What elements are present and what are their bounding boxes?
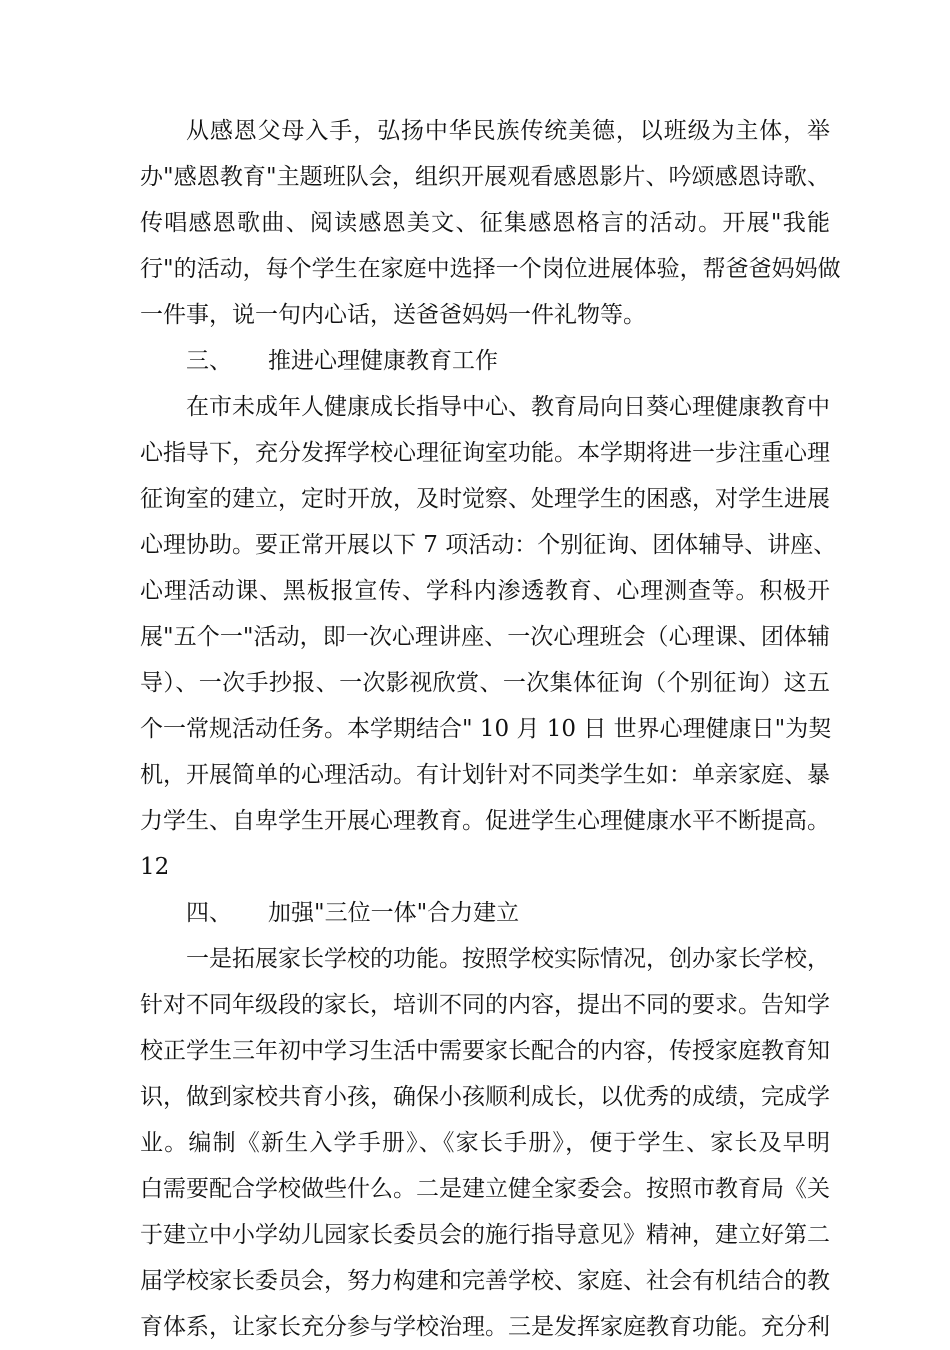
text-line bbox=[140, 936, 830, 982]
text-line bbox=[140, 1120, 830, 1166]
text-line bbox=[140, 1074, 830, 1120]
body-paragraph bbox=[140, 384, 837, 890]
text-line bbox=[140, 752, 830, 798]
text-line-content: 一件事，说一句内心话，送爸爸妈妈一件礼物等。 bbox=[140, 302, 646, 328]
text-line-content: 一是拓展家长学校的功能。按照学校实际情况，创办家长学校， bbox=[186, 946, 830, 972]
text-line-content: 心指导下，充分发挥学校心理征询室功能。本学期将进一步注重心理 bbox=[140, 440, 830, 466]
text-line-content: 在市未成年人健康成长指导中心、教育局向日葵心理健康教育中 bbox=[186, 394, 830, 420]
text-line-content: 针对不同年级段的家长，培训不同的内容，提出不同的要求。告知学 bbox=[140, 992, 830, 1018]
section-number: 四、 bbox=[186, 900, 232, 926]
text-line-content: 白需要配合学校做些什么。二是建立健全家委会。按照市教育局《关 bbox=[140, 1176, 830, 1202]
section-number: 三、 bbox=[186, 348, 232, 374]
text-line-content: 12 bbox=[140, 854, 170, 880]
text-line bbox=[140, 522, 837, 568]
text-line bbox=[140, 476, 830, 522]
section-title: 加强"三位一体"合力建立 bbox=[268, 900, 520, 926]
text-line bbox=[140, 1166, 830, 1212]
text-line-content: 行"的活动，每个学生在家庭中选择一个岗位进展体验，帮爸爸妈妈做 bbox=[140, 256, 841, 282]
text-line-content: 业。编制《新生入学手册》、《家长手册》，便于学生、家长及早明 bbox=[140, 1130, 830, 1156]
text-line-content: 于建立中小学幼儿园家长委员会的施行指导意见》精神，建立好第二 bbox=[140, 1222, 830, 1248]
text-line bbox=[140, 246, 841, 292]
text-line bbox=[140, 798, 830, 844]
text-line bbox=[140, 154, 830, 200]
text-line bbox=[140, 982, 830, 1028]
section-title: 推进心理健康教育工作 bbox=[268, 348, 498, 374]
text-line bbox=[140, 200, 830, 246]
text-line-content: 心理活动课、黑板报宣传、学科内渗透教育、心理测查等。积极开 bbox=[140, 578, 830, 604]
text-line-content: 心理协助。要正常开展以下 7 项活动：个别征询、团体辅导、讲座、 bbox=[140, 532, 837, 558]
text-line bbox=[140, 1028, 830, 1074]
text-line-content: 届学校家长委员会，努力构建和完善学校、家庭、社会有机结合的教 bbox=[140, 1268, 830, 1294]
section-heading bbox=[140, 338, 830, 384]
text-line bbox=[140, 1258, 830, 1304]
text-line-content: 育体系，让家长充分参与学校治理。三是发挥家庭教育功能。充分利 bbox=[140, 1314, 830, 1340]
text-line bbox=[140, 292, 830, 338]
body-paragraph bbox=[140, 936, 830, 1350]
text-line-content: 校正学生三年初中学习生活中需要家长配合的内容，传授家庭教育知 bbox=[140, 1038, 830, 1064]
text-line bbox=[140, 384, 830, 430]
text-line bbox=[140, 844, 830, 890]
text-line-content: 识，做到家校共育小孩，确保小孩顺利成长，以优秀的成绩，完成学 bbox=[140, 1084, 830, 1110]
text-line-content: 传唱感恩歌曲、阅读感恩美文、征集感恩格言的活动。开展"我能 bbox=[140, 210, 830, 236]
text-line-content: 从感恩父母入手，弘扬中华民族传统美德，以班级为主体，举 bbox=[186, 118, 830, 144]
text-line-content: 办"感恩教育"主题班队会，组织开展观看感恩影片、吟颂感恩诗歌、 bbox=[140, 164, 830, 190]
text-line bbox=[140, 614, 830, 660]
text-line bbox=[140, 1304, 830, 1350]
text-line bbox=[140, 430, 830, 476]
text-line-content: 机，开展简单的心理活动。有计划针对不同类学生如：单亲家庭、暴 bbox=[140, 762, 830, 788]
section-heading bbox=[140, 890, 830, 936]
text-line-content: 导）、一次手抄报、一次影视欣赏、一次集体征询（个别征询）这五 bbox=[140, 670, 830, 696]
document-body bbox=[140, 108, 841, 1350]
text-line-content: 个一常规活动任务。本学期结合" 10 月 10 日 世界心理健康日"为契 bbox=[140, 716, 832, 742]
text-line-content: 力学生、自卑学生开展心理教育。促进学生心理健康水平不断提高。 bbox=[140, 808, 830, 834]
text-line bbox=[140, 1212, 830, 1258]
body-paragraph bbox=[140, 108, 841, 338]
text-line bbox=[140, 568, 830, 614]
text-line-content: 展"五个一"活动，即一次心理讲座、一次心理班会（心理课、团体辅 bbox=[140, 624, 830, 650]
text-line-content: 征询室的建立，定时开放，及时觉察、处理学生的困惑，对学生进展 bbox=[140, 486, 830, 512]
text-line bbox=[140, 108, 830, 154]
text-line bbox=[140, 706, 830, 752]
text-line bbox=[140, 660, 830, 706]
